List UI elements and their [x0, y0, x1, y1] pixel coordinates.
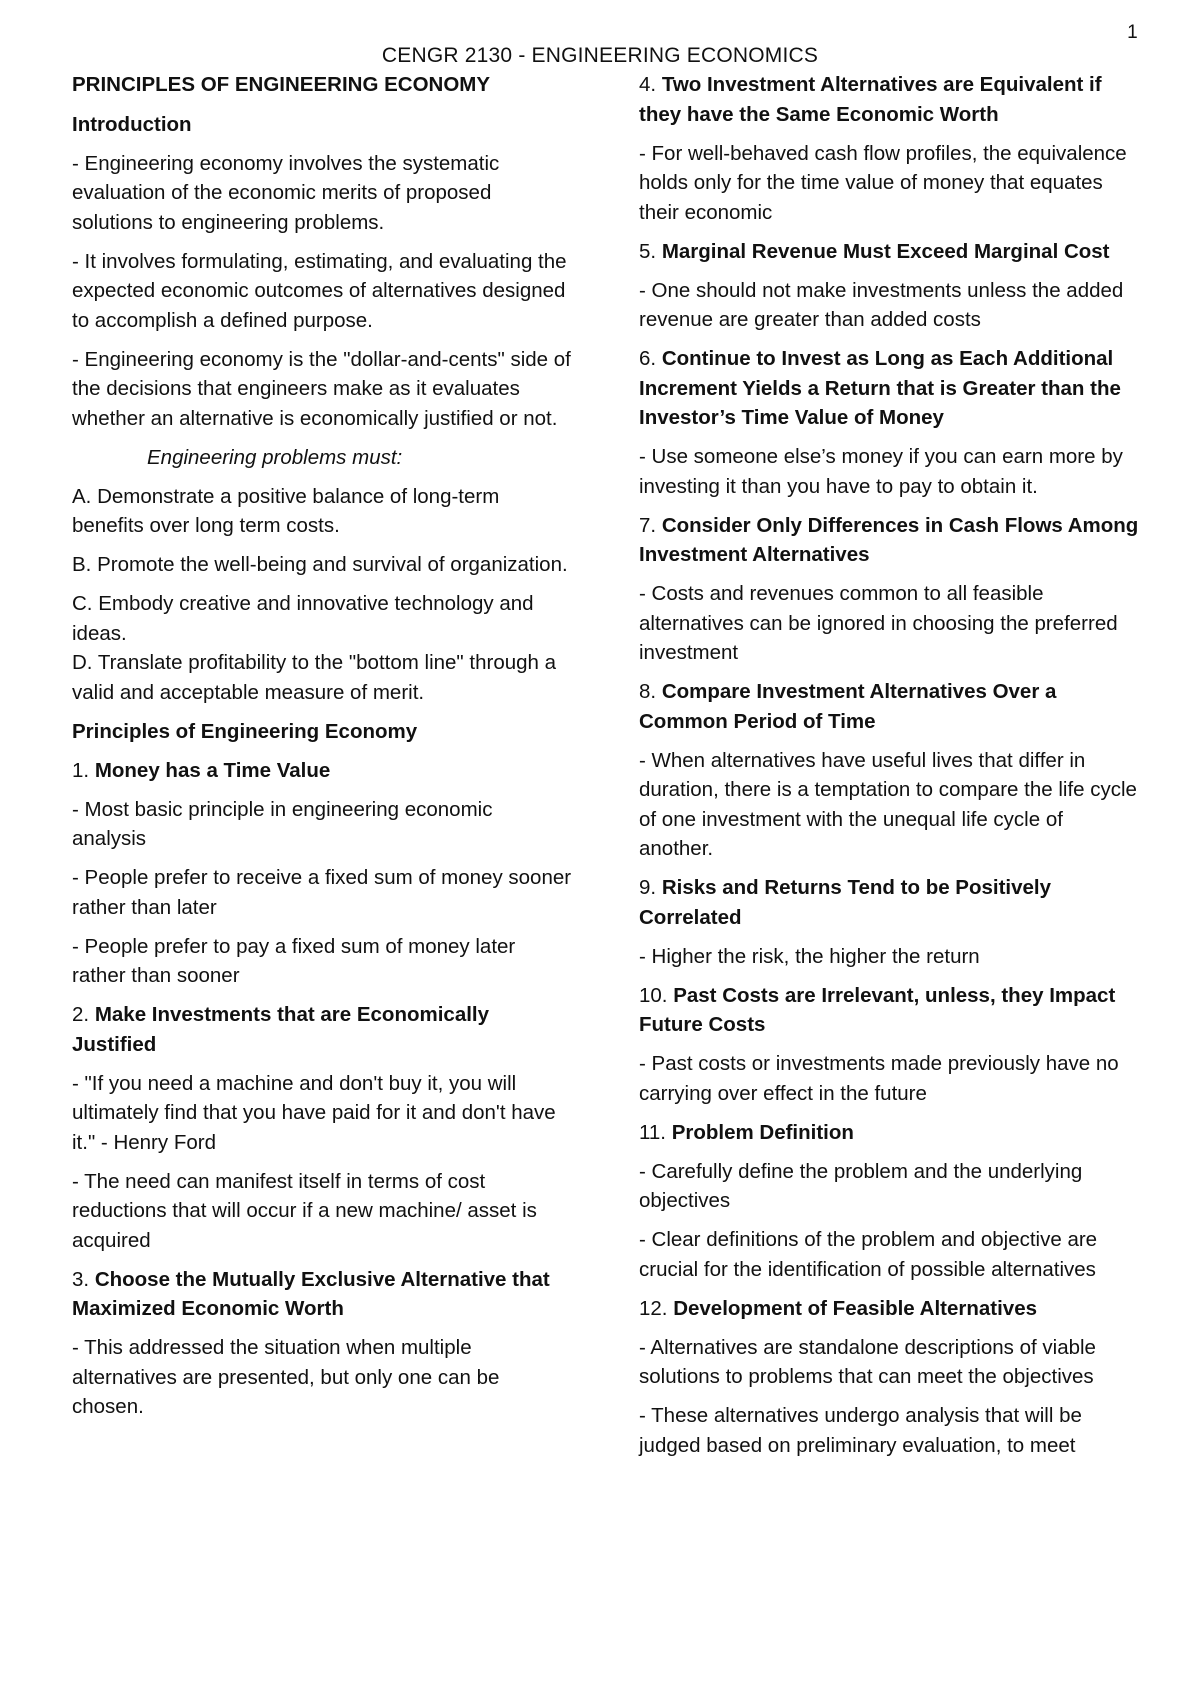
principle-title: Compare Investment Alternatives Over a Common Period of Time — [639, 680, 1057, 733]
principle-title: Continue to Invest as Long as Each Additional Increment Yields a Return that is Greater than the Investor’s Time Value of Money — [639, 347, 1121, 429]
principle-title: Choose the Mutually Exclusive Alternative that Maximized Economic Worth — [72, 1267, 550, 1320]
course-title: CENGR 2130 - ENGINEERING ECONOMICS — [381, 44, 819, 67]
principle-heading — [639, 511, 1139, 570]
requirement-item: A. Demonstrate a positive balance of long-term benefits over long term costs. — [72, 484, 500, 537]
principle-heading — [639, 344, 1139, 433]
principle-heading — [72, 1000, 572, 1059]
intro-paragraph: - It involves formulating, estimating, and evaluating the expected economic outcomes of alternatives designed to accomplish a defined purpose. — [72, 249, 567, 332]
principle-point: - Most basic principle in engineering economic analysis — [72, 797, 493, 850]
principle-heading — [639, 873, 1139, 932]
principle-title: Problem Definition — [671, 1120, 854, 1144]
principle-heading — [72, 756, 572, 786]
introduction-heading: Introduction — [72, 112, 192, 136]
principle-number: 2. — [72, 1003, 90, 1026]
principle-point: - These alternatives undergo analysis that will be judged based on preliminary evaluation, to meet — [639, 1404, 1082, 1457]
principle-number: 10. — [639, 983, 668, 1007]
principle-heading — [639, 237, 1139, 267]
principle-heading — [72, 1265, 572, 1324]
principle-number: 4. — [639, 73, 657, 96]
principle-point: - Clear definitions of the problem and objective are crucial for the identification of possible alternatives — [639, 1228, 1098, 1281]
principle-heading — [639, 677, 1139, 736]
principle-number: 6. — [639, 347, 657, 370]
principle-title: Consider Only Differences in Cash Flows Among Investment Alternatives — [639, 513, 1139, 566]
principle-title: Money has a Time Value — [94, 758, 331, 782]
principle-number: 7. — [639, 513, 657, 537]
principle-point: - People prefer to receive a fixed sum of money sooner rather than later — [72, 866, 572, 919]
page-number: 1 — [1127, 22, 1138, 43]
principle-point: - Past costs or investments made previously have no carrying over effect in the future — [639, 1052, 1119, 1105]
principle-number: 3. — [72, 1267, 90, 1291]
requirement-item: C. Embody creative and innovative technology and ideas. — [72, 592, 534, 645]
principle-title: Risks and Returns Tend to be Positively Correlated — [639, 876, 1052, 929]
principle-number: 8. — [639, 680, 657, 703]
document-title: PRINCIPLES OF ENGINEERING ECONOMY — [72, 73, 491, 96]
requirement-item: D. Translate profitability to the "bottom line" through a valid and acceptable measure of merit. — [72, 651, 557, 704]
principle-point: - The need can manifest itself in terms of cost reductions that will occur if a new machine/ asset is acquired — [72, 1169, 537, 1252]
requirement-item: B. Promote the well-being and survival of organization. — [72, 553, 568, 576]
left-column — [72, 70, 572, 1431]
principle-heading — [639, 981, 1139, 1040]
principle-title: Marginal Revenue Must Exceed Marginal Cost — [661, 239, 1110, 263]
principle-point: - Use someone else’s money if you can earn more by investing it than you have to pay to obtain it. — [639, 445, 1123, 498]
intro-paragraph: - Engineering economy is the "dollar-and-cents" side of the decisions that engineers make as it evaluates whether an alternative is economically justified or not. — [72, 347, 571, 430]
principle-point: - For well-behaved cash flow profiles, the equivalence holds only for the time value of money that equates their economic — [639, 141, 1127, 224]
principle-heading — [639, 70, 1139, 129]
principle-point: - Carefully define the problem and the underlying objectives — [639, 1159, 1083, 1212]
principle-title: Development of Feasible Alternatives — [673, 1296, 1037, 1320]
requirements-lead-in: Engineering problems must: — [147, 445, 403, 469]
principle-point: - Higher the risk, the higher the return — [639, 944, 980, 968]
principles-heading: Principles of Engineering Economy — [72, 719, 418, 743]
principle-heading — [639, 1294, 1139, 1324]
principle-number: 5. — [639, 239, 657, 263]
principle-point: - One should not make investments unless the added revenue are greater than added costs — [639, 278, 1124, 331]
principle-point: - Alternatives are standalone descriptions of viable solutions to problems that can meet the objectives — [639, 1335, 1096, 1388]
principle-title: Make Investments that are Economically Justified — [72, 1003, 490, 1056]
intro-paragraph: - Engineering economy involves the systematic evaluation of the economic merits of proposed solutions to engineering problems. — [72, 151, 500, 234]
principle-number: 11. — [639, 1120, 666, 1144]
principle-number: 9. — [639, 876, 657, 899]
right-column — [639, 70, 1139, 1470]
principle-point: - "If you need a machine and don't buy it, you will ultimately find that you have paid for it and don't have it." - Henry Ford — [72, 1071, 556, 1154]
principle-number: 12. — [639, 1296, 668, 1320]
principle-point: - Costs and revenues common to all feasible alternatives can be ignored in choosing the preferred investment — [639, 582, 1118, 664]
principle-point: - People prefer to pay a fixed sum of money later rather than sooner — [72, 934, 516, 987]
principle-point: - This addressed the situation when multiple alternatives are presented, but only one can be chosen. — [72, 1336, 500, 1418]
principle-heading — [639, 1118, 1139, 1148]
principle-title: Two Investment Alternatives are Equivalent if they have the Same Economic Worth — [639, 73, 1102, 126]
principle-point: - When alternatives have useful lives that differ in duration, there is a temptation to compare the life cycle of one investment with the unequal life cycle of another. — [639, 748, 1137, 860]
principle-title: Past Costs are Irrelevant, unless, they Impact Future Costs — [639, 983, 1116, 1036]
principle-number: 1. — [72, 758, 90, 782]
